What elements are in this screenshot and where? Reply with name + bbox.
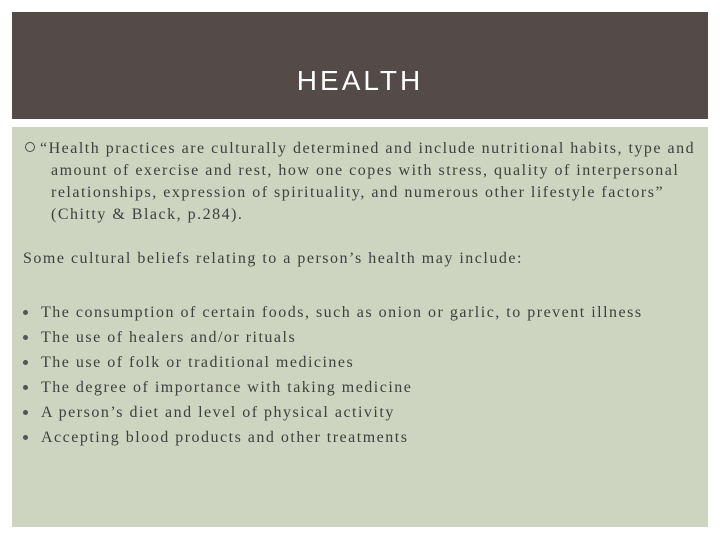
list-item (23, 375, 703, 400)
list-item (23, 300, 703, 325)
hollow-circle-bullet-icon (25, 142, 35, 152)
belief-text: A person’s diet and level of physical activity (41, 404, 395, 421)
belief-text: Accepting blood products and other treatments (41, 429, 409, 446)
bullet-dot-icon (23, 385, 28, 390)
beliefs-list (23, 300, 703, 450)
belief-text: The consumption of certain foods, such as onion or garlic, to prevent illness (41, 304, 643, 321)
belief-text: The degree of importance with taking medicine (41, 379, 413, 396)
quote-block (22, 138, 702, 226)
bullet-dot-icon (23, 335, 28, 340)
bullet-dot-icon (23, 435, 28, 440)
bullet-dot-icon (23, 410, 28, 415)
belief-text: The use of folk or traditional medicines (41, 354, 355, 371)
list-item (23, 425, 703, 450)
list-item (23, 325, 703, 350)
quote-text: “Health practices are culturally determined and include nutritional habits, type and amount of exercise and rest, how one copes with stress, quality of interpersonal relationships, expression of spirituality, and numerous other lifestyle factors” (Chitty & Black, p.284). (40, 140, 696, 223)
list-item (23, 400, 703, 425)
belief-text: The use of healers and/or rituals (41, 329, 297, 346)
bullet-dot-icon (23, 360, 28, 365)
title-band (12, 12, 708, 119)
bullet-dot-icon (23, 310, 28, 315)
list-item (23, 350, 703, 375)
slide-title: HEALTH (296, 65, 424, 96)
beliefs-intro: Some cultural beliefs relating to a person’s health may include: (23, 250, 523, 267)
content-panel (12, 127, 708, 527)
